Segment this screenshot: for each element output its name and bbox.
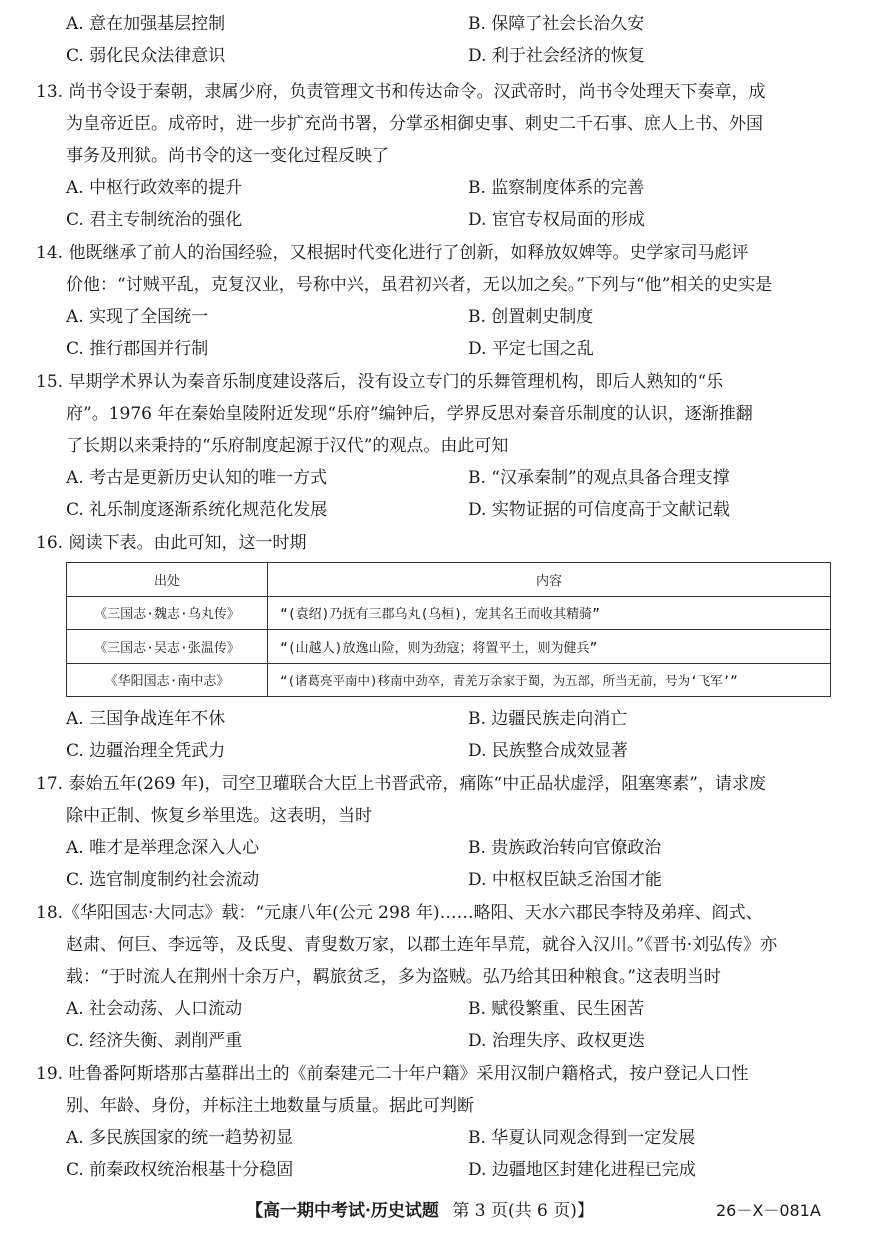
q16-options-row2 <box>66 735 826 767</box>
q14-option-a: A. 实现了全国统一 <box>66 307 209 327</box>
q19-options-row2 <box>66 1154 826 1186</box>
q17-stem-line1: 17. 泰始五年(269 年)，司空卫瓘联合大臣上书晋武帝，痛陈“中正品状虚浮，阻塞寒素”，请求废 <box>36 774 766 794</box>
q13-stem-line2: 为皇帝近臣。成帝时，进一步扩充尚书署，分掌丞相御史事、刺史二千石事、庶人上书、外国 <box>66 114 763 134</box>
page-footer <box>0 1196 870 1226</box>
q12-option-c: C. 弱化民众法律意识 <box>66 46 226 66</box>
q15-options-row2 <box>66 494 826 526</box>
q16-option-c: C. 边疆治理全凭武力 <box>66 741 226 761</box>
q17-option-d: D. 中枢权臣缺乏治国才能 <box>468 870 662 890</box>
q18-stem-line3: 载：“于时流人在荆州十余万户，羁旅贫乏，多为盗贼。弘乃给其田种粮食。”这表明当时 <box>66 967 721 987</box>
table-header-source: 出处 <box>67 563 268 597</box>
q19-options-row1 <box>66 1122 826 1154</box>
q16-option-b: B. 边疆民族走向消亡 <box>468 709 628 729</box>
q14-option-c: C. 推行郡国并行制 <box>66 339 209 359</box>
table-row <box>67 663 831 697</box>
q15-option-d: D. 实物证据的可信度高于文献记载 <box>468 500 730 520</box>
table-cell-source: 《三国志·吴志·张温传》 <box>67 630 268 664</box>
q19-option-b: B. 华夏认同观念得到一定发展 <box>468 1128 696 1148</box>
q18-option-b: B. 赋役繁重、民生困苦 <box>468 999 645 1019</box>
q15-stem-line3: 了长期以来秉持的“乐府制度起源于汉代”的观点。由此可知 <box>66 436 509 456</box>
q18-option-a: A. 社会动荡、人口流动 <box>66 999 243 1019</box>
q16-options-row1 <box>66 703 826 735</box>
q16-stem: 16. 阅读下表。由此可知，这一时期 <box>36 533 307 553</box>
q18-options-row2 <box>66 1025 826 1057</box>
q15-stem-line2: 府”。1976 年在秦始皇陵附近发现“乐府”编钟后，学界反思对秦音乐制度的认识，逐渐推翻 <box>66 404 753 424</box>
table-row <box>67 596 831 630</box>
q19-stem-line2: 别、年龄、身份，并标注土地数量与质量。据此可判断 <box>66 1096 474 1116</box>
q19-option-c: C. 前秦政权统治根基十分稳固 <box>66 1160 294 1180</box>
q14-option-d: D. 平定七国之乱 <box>468 339 594 359</box>
q13-stem-line3: 事务及刑狱。尚书令的这一变化过程反映了 <box>66 146 389 166</box>
q14-options-row2 <box>66 333 826 365</box>
q13-option-b: B. 监察制度体系的完善 <box>468 178 645 198</box>
q18-option-d: D. 治理失序、政权更迭 <box>468 1031 645 1051</box>
q18-options-row1 <box>66 993 826 1025</box>
table-cell-source: 《华阳国志·南中志》 <box>67 663 268 697</box>
q16-option-d: D. 民族整合成效显著 <box>468 741 628 761</box>
footer-exam-info <box>246 1196 594 1226</box>
q15-stem-line1: 15. 早期学术界认为秦音乐制度建设落后，没有设立专门的乐舞管理机构，即后人熟知的“乐 <box>36 372 724 392</box>
table-header-row <box>67 563 831 597</box>
q12-option-a: A. 意在加强基层控制 <box>66 14 226 34</box>
q15-option-c: C. 礼乐制度逐渐系统化规范化发展 <box>66 500 328 520</box>
table-cell-source: 《三国志·魏志·乌丸传》 <box>67 596 268 630</box>
q12-option-b: B. 保障了社会长治久安 <box>468 14 645 34</box>
q18-stem-line1: 18.《华阳国志·大同志》载：“元康八年(公元 298 年)……略阳、天水六郡民李特及弟痒、阎式、 <box>36 903 763 923</box>
q13-option-d: D. 宦官专权局面的形成 <box>468 210 645 230</box>
q16-source-table <box>66 562 831 697</box>
footer-exam-code: 26－X－081A <box>716 1201 821 1220</box>
q17-options-row1 <box>66 832 826 864</box>
q17-option-a: A. 唯才是举理念深入人心 <box>66 838 260 858</box>
q15-options-row1 <box>66 462 826 494</box>
q13-options-row2 <box>66 204 826 236</box>
q17-option-c: C. 选官制度制约社会流动 <box>66 870 260 890</box>
q18-stem-line2: 赵肃、何巨、李远等，及氐叟、青叟数万家，以郡土连年旱荒，就谷入汉川。”《晋书·刘弘传》亦 <box>66 935 778 955</box>
q15-option-a: A. 考古是更新历史认知的唯一方式 <box>66 468 328 488</box>
q13-stem-line1: 13. 尚书令设于秦朝，隶属少府，负责管理文书和传达命令。汉武帝时，尚书令处理天下奏章，成 <box>36 82 766 102</box>
q17-stem-line2: 除中正制、恢复乡举里选。这表明，当时 <box>66 806 372 826</box>
table-cell-content: “(袁绍)乃抚有三郡乌丸(乌桓)，宠其名王而收其精骑” <box>268 596 831 630</box>
table-header-content: 内容 <box>268 563 831 597</box>
q14-option-b: B. 创置刺史制度 <box>468 307 594 327</box>
q12-option-d: D. 利于社会经济的恢复 <box>468 46 645 66</box>
q13-option-a: A. 中枢行政效率的提升 <box>66 178 243 198</box>
q14-stem-line2: 价他：“讨贼平乱，克复汉业，号称中兴，虽君初兴者，无以加之矣。”下列与“他”相关的史实是 <box>66 275 773 295</box>
q18-option-c: C. 经济失衡、剥削严重 <box>66 1031 243 1051</box>
q13-options-row1 <box>66 172 826 204</box>
q12-options-row2 <box>66 40 826 72</box>
q16-option-a: A. 三国争战连年不休 <box>66 709 226 729</box>
q19-stem-line1: 19. 吐鲁番阿斯塔那古墓群出土的《前秦建元二十年户籍》采用汉制户籍格式，按户登记人口性 <box>36 1064 749 1084</box>
q12-options-row1 <box>66 8 826 40</box>
q14-options-row1 <box>66 301 826 333</box>
q19-option-a: A. 多民族国家的统一趋势初显 <box>66 1128 294 1148</box>
table-cell-content: “(诸葛亮平南中)移南中劲卒，青羌万余家于蜀，为五部，所当无前，号为‘飞军’” <box>268 663 831 697</box>
footer-exam-title: 【高一期中考试·历史试题 <box>246 1201 439 1221</box>
footer-page-number: 第 3 页(共 6 页)】 <box>452 1201 594 1221</box>
q15-option-b: B. “汉承秦制”的观点具备合理支撑 <box>468 468 730 488</box>
q17-options-row2 <box>66 864 826 896</box>
q19-option-d: D. 边疆地区封建化进程已完成 <box>468 1160 696 1180</box>
q17-option-b: B. 贵族政治转向官僚政治 <box>468 838 662 858</box>
q14-stem-line1: 14. 他既继承了前人的治国经验，又根据时代变化进行了创新，如释放奴婢等。史学家司马彪评 <box>36 243 749 263</box>
table-cell-content: “(山越人)放逸山险，则为劲寇；将置平土，则为健兵” <box>268 630 831 664</box>
table-row <box>67 630 831 664</box>
q13-option-c: C. 君主专制统治的强化 <box>66 210 243 230</box>
